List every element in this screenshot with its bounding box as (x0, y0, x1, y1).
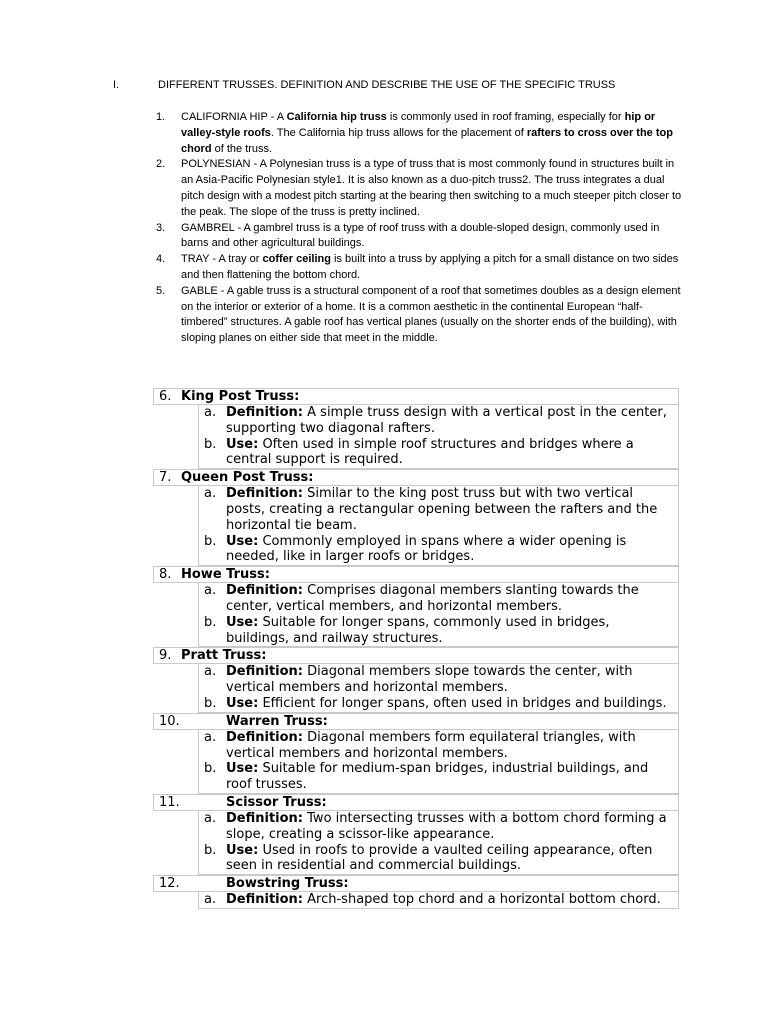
truss-details (198, 405, 679, 469)
use-item (199, 761, 678, 793)
truss-details (198, 730, 679, 794)
item-number: 3. (156, 221, 166, 234)
sub-label: Definition: (226, 664, 304, 680)
bold-term: California hip truss (286, 111, 387, 123)
sub-letter: a. (204, 892, 217, 908)
sub-letter: a. (204, 583, 217, 599)
sub-text: Suitable for medium-span bridges, industrial buildings, and roof trusses. (226, 761, 649, 793)
truss-number: 9. (159, 648, 172, 664)
text-run: POLYNESIAN - A Polynesian truss is a type of truss that is most commonly found in structures built in an Asia-Pacific Polynesian style1. It is also known as a duo-pitch truss2. The truss integrates a dual pitch design with a modest pitch starting at the bearing then switching to a much steeper pitch closer to the peak. The slope of the truss is pretty inclined. (181, 158, 682, 218)
item-text (181, 111, 673, 155)
item-text (181, 285, 681, 344)
use-item (199, 615, 678, 647)
item-number: 2. (156, 158, 166, 171)
sub-letter: b. (204, 436, 217, 452)
sub-letter: a. (204, 405, 217, 420)
bold-term: coffer ceiling (262, 253, 331, 266)
item-number: 1. (156, 111, 166, 123)
sub-label: Definition: (226, 810, 304, 826)
truss-details (198, 892, 679, 909)
sub-text: Efficient for longer spans, often used in bridges and buildings. (258, 695, 667, 711)
item-number: 5. (156, 284, 166, 297)
truss-details (198, 664, 679, 712)
text-run: is commonly used in roof framing, especially for (386, 111, 625, 123)
truss-details (198, 583, 679, 647)
sub-text: A simple truss design with a vertical post in the center, supporting two diagonal rafters. (226, 405, 667, 436)
truss-title: Pratt Truss: (181, 648, 267, 664)
use-item (199, 843, 678, 875)
text-run: GAMBREL - A gambrel truss is a type of roof truss with a double-sloped design, commonly used in barns and other agricultural buildings. (181, 221, 660, 250)
sub-label: Definition: (226, 486, 304, 502)
sub-label: Definition: (226, 729, 304, 745)
sub-label: Use: (226, 842, 259, 858)
truss-title: Queen Post Truss: (181, 470, 314, 486)
truss-details (198, 486, 679, 566)
use-item (199, 534, 678, 566)
truss-heading-row (153, 875, 679, 892)
list-item (156, 284, 686, 347)
item-text (181, 158, 681, 217)
bold-term: rafters to cross over the top chord (181, 126, 673, 155)
section-title: DIFFERENT TRUSSES. DEFINITION AND DESCRIBE THE USE OF THE SPECIFIC TRUSS (158, 79, 616, 91)
sub-text: Comprises diagonal members slanting towards the center, vertical members, and horizontal members. (226, 583, 639, 614)
truss-list-part1 (156, 110, 686, 347)
truss-number: 11. (159, 794, 180, 810)
truss-title: Bowstring Truss: (226, 876, 349, 892)
truss-number: 12. (159, 876, 180, 892)
sub-label: Definition: (226, 405, 304, 420)
sub-label: Definition: (226, 892, 304, 908)
item-number: 4. (156, 253, 166, 266)
list-item (156, 157, 686, 220)
sub-letter: b. (204, 695, 217, 711)
text-run: of the truss. (211, 142, 273, 155)
sub-letter: b. (204, 842, 217, 858)
truss-heading-row (153, 794, 679, 811)
text-run: CALIFORNIA HIP - A (181, 111, 287, 123)
definition-item (199, 811, 678, 843)
sub-text: Used in roofs to provide a vaulted ceiling appearance, often seen in residential and commercial buildings. (226, 842, 653, 874)
sub-text: Two intersecting trusses with a bottom chord forming a slope, creating a scissor-like appearance. (226, 810, 667, 842)
truss-heading-row (153, 647, 679, 664)
truss-number: 7. (159, 470, 172, 486)
sub-letter: b. (204, 761, 217, 777)
truss-number: 8. (159, 567, 172, 583)
sub-text: Arch-shaped top chord and a horizontal bottom chord. (303, 892, 661, 908)
text-run: GABLE - A gable truss is a structural component of a roof that sometimes doubles as a design element on the interior or exterior of a home. It is a common aesthetic in the continental European “half-timbered” structures. A gable roof has vertical planes (usually on the shorter ends of the building), with sloping planes on either side that meet in the middle. (181, 284, 681, 345)
section-number: I. (113, 79, 120, 91)
sub-label: Use: (226, 695, 259, 711)
truss-heading-row (153, 713, 679, 730)
list-item (156, 110, 686, 157)
item-text (181, 222, 659, 250)
truss-list-part2 (153, 388, 679, 909)
sub-label: Use: (226, 761, 259, 777)
truss-number: 10. (159, 713, 180, 729)
sub-letter: a. (204, 664, 217, 680)
sub-letter: a. (204, 810, 217, 826)
sub-label: Use: (226, 614, 259, 630)
truss-number: 6. (159, 389, 172, 404)
sub-text: Often used in simple roof structures and bridges where a central support is required. (226, 436, 634, 468)
sub-label: Use: (226, 533, 259, 549)
truss-heading-row (153, 566, 679, 583)
truss-details (198, 811, 679, 875)
sub-text: Diagonal members slope towards the center, with vertical members and horizontal members. (226, 664, 633, 696)
list-item (156, 252, 686, 284)
truss-heading-row (153, 469, 679, 486)
definition-item (199, 486, 678, 533)
list-item (156, 221, 686, 253)
item-text (181, 253, 678, 281)
use-item (199, 437, 678, 469)
sub-letter: a. (204, 729, 217, 745)
sub-label: Definition: (226, 583, 304, 599)
use-item (199, 696, 678, 712)
text-run: is built into a truss by applying a pitch for a small distance on two sides and then flattening the bottom chord. (181, 253, 679, 281)
definition-item (199, 405, 678, 437)
definition-item (199, 892, 678, 908)
definition-item (199, 730, 678, 762)
truss-title: Howe Truss: (181, 567, 270, 583)
truss-heading-row (153, 388, 679, 405)
truss-title: King Post Truss: (181, 389, 300, 404)
sub-letter: b. (204, 614, 217, 630)
definition-item (199, 583, 678, 615)
text-run: . The California hip truss allows for the placement of (270, 126, 527, 139)
sub-label: Use: (226, 436, 259, 452)
bold-term: hip or valley-style roofs (181, 111, 656, 139)
sub-letter: a. (204, 486, 217, 502)
truss-title: Scissor Truss: (226, 794, 327, 810)
sub-letter: b. (204, 533, 217, 549)
sub-text: Similar to the king post truss but with two vertical posts, creating a rectangular opening between the rafters and the horizontal tie beam. (226, 486, 658, 533)
truss-title: Warren Truss: (226, 713, 328, 729)
sub-text: Diagonal members form equilateral triangles, with vertical members and horizontal members. (226, 729, 636, 761)
sub-text: Commonly employed in spans where a wider opening is needed, like in larger roofs or bridges. (226, 533, 627, 565)
text-run: TRAY - A tray or (181, 253, 263, 266)
definition-item (199, 664, 678, 696)
sub-text: Suitable for longer spans, commonly used in bridges, buildings, and railway structures. (226, 614, 610, 646)
